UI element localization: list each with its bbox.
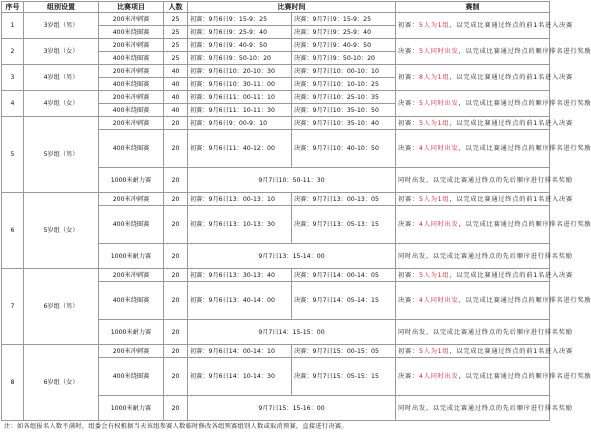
participant-count: 20 bbox=[164, 130, 188, 168]
rule-text bbox=[396, 168, 573, 193]
time-prelim: 初赛：9月6日9：40-9：50 bbox=[188, 39, 292, 52]
rule-text bbox=[396, 206, 591, 244]
time-final: 9月7日14：15-15：00 bbox=[188, 320, 396, 345]
time-prelim: 初赛：9月6日13：00-13：10 bbox=[188, 193, 292, 206]
time-final: 决赛：9月7日10：25-10：35 bbox=[292, 91, 396, 104]
table-row bbox=[2, 65, 550, 78]
time-prelim: 初赛：9月6日13：40-14：00 bbox=[188, 282, 292, 320]
rule-prefix: 决赛： bbox=[398, 145, 419, 152]
rule-text bbox=[396, 396, 573, 421]
event-name: 400米绕圈赛 bbox=[99, 206, 164, 244]
time-final: 决赛：9月7日10：35-10：50 bbox=[292, 104, 396, 117]
rule-text bbox=[396, 193, 573, 206]
rule-text bbox=[396, 130, 591, 168]
rule-text bbox=[396, 13, 573, 39]
time-prelim: 初赛：9月6日9：00-9：10 bbox=[188, 117, 292, 130]
participant-count: 25 bbox=[164, 26, 188, 39]
rule-highlight: 5人同时出发 bbox=[418, 48, 459, 55]
participant-count: 20 bbox=[164, 396, 188, 421]
time-prelim: 初赛：9月6日13：30-13：40 bbox=[188, 269, 292, 282]
event-name: 200米冲刺赛 bbox=[99, 13, 164, 26]
event-name: 200米冲刺赛 bbox=[99, 39, 164, 52]
rule-prefix: 初赛： bbox=[398, 74, 419, 81]
time-final: 决赛：9月7日9：50-10：20 bbox=[292, 52, 396, 65]
time-final: 决赛：9月7日13：05-13：15 bbox=[292, 206, 396, 244]
participant-count: 40 bbox=[164, 65, 188, 78]
table-row bbox=[2, 269, 550, 282]
event-name: 400米绕圈赛 bbox=[99, 52, 164, 65]
row-number: 7 bbox=[2, 269, 24, 345]
time-prelim: 初赛：9月6日11：40-12：00 bbox=[188, 130, 292, 168]
event-name: 200米冲刺赛 bbox=[99, 193, 164, 206]
rule-prefix: 初赛： bbox=[398, 119, 419, 127]
rule-text bbox=[396, 117, 573, 130]
row-number: 4 bbox=[2, 91, 24, 117]
event-name: 1000米耐力赛 bbox=[99, 168, 164, 193]
row-number: 6 bbox=[2, 193, 24, 269]
rule-prefix: 决赛： bbox=[398, 221, 419, 228]
time-prelim: 初赛：9月6日9：25-9：40 bbox=[188, 26, 292, 39]
participant-count: 20 bbox=[164, 193, 188, 206]
event-name: 400米绕圈赛 bbox=[99, 104, 164, 117]
participant-count: 20 bbox=[164, 282, 188, 320]
header-time: 比赛时间 bbox=[188, 2, 396, 13]
schedule-table bbox=[1, 1, 591, 421]
group-label: 4岁组（男） bbox=[24, 65, 99, 91]
event-name: 200米冲刺赛 bbox=[99, 65, 164, 78]
event-name: 200米冲刺赛 bbox=[99, 117, 164, 130]
time-prelim: 初赛：9月6日11：10-11：30 bbox=[188, 104, 292, 117]
rule-rest: ，以完成比赛通过终点的顺序排名进行奖励 bbox=[458, 145, 591, 152]
rule-rest: 同时出发，以完成比赛通过终点的先后顺序进行排名奖励 bbox=[398, 252, 573, 260]
time-final: 9月7日15：15-16：00 bbox=[188, 396, 396, 421]
participant-count: 20 bbox=[164, 320, 188, 345]
header-count: 人数 bbox=[164, 2, 188, 13]
rule-rest: ，以完成比赛通过终点的前1名进入决赛 bbox=[449, 271, 573, 279]
rule-rest: ，以完成比赛通过终点的前1名进入决赛 bbox=[449, 74, 573, 81]
rule-rest: 同时出发，以完成比赛通过终点的先后顺序进行排名奖励 bbox=[398, 404, 573, 412]
event-name: 400米绕圈赛 bbox=[99, 358, 164, 396]
rule-prefix: 初赛： bbox=[398, 195, 419, 203]
time-prelim: 初赛：9月6日9：15-9：25 bbox=[188, 13, 292, 26]
rule-highlight: 5人同时出发 bbox=[418, 100, 459, 107]
event-name: 400米绕圈赛 bbox=[99, 78, 164, 91]
rule-highlight: 4人同时出发 bbox=[418, 145, 459, 152]
time-final: 决赛：9月7日10：00-10：10 bbox=[292, 65, 396, 78]
rule-text bbox=[396, 282, 591, 320]
group-label: 5岁组（男） bbox=[24, 117, 99, 193]
rule-rest: ，以完成比赛通过终点的顺序排名进行奖励 bbox=[458, 373, 591, 380]
group-label: 6岁组（男） bbox=[24, 269, 99, 345]
header-rules: 赛制 bbox=[396, 2, 550, 13]
rule-prefix: 决赛： bbox=[398, 297, 419, 304]
event-name: 200米冲刺赛 bbox=[99, 345, 164, 358]
event-name: 400米绕圈赛 bbox=[99, 130, 164, 168]
header-no: 序号 bbox=[2, 2, 24, 13]
table-row bbox=[2, 345, 550, 358]
participant-count: 20 bbox=[164, 168, 188, 193]
participant-count: 25 bbox=[164, 52, 188, 65]
rule-text bbox=[396, 320, 573, 345]
row-number: 1 bbox=[2, 13, 24, 39]
time-prelim: 初赛：9月6日13：10-13：30 bbox=[188, 206, 292, 244]
rule-text bbox=[396, 244, 573, 269]
rule-rest: 同时出发，以完成比赛通过终点的先后顺序进行排名奖励 bbox=[398, 176, 573, 184]
time-prelim: 初赛：9月6日14：00-14：10 bbox=[188, 345, 292, 358]
time-final: 决赛：9月7日10：35-10：40 bbox=[292, 117, 396, 130]
time-final: 9月7日10：50-11：30 bbox=[188, 168, 396, 193]
time-final: 决赛：9月7日15：05-15：15 bbox=[292, 358, 396, 396]
table-row bbox=[2, 13, 550, 26]
group-label: 5岁组（女） bbox=[24, 193, 99, 269]
rule-text bbox=[396, 269, 573, 282]
rule-text bbox=[396, 345, 573, 358]
event-name: 200米冲刺赛 bbox=[99, 91, 164, 104]
rule-prefix: 决赛： bbox=[398, 100, 419, 107]
participant-count: 40 bbox=[164, 104, 188, 117]
participant-count: 20 bbox=[164, 244, 188, 269]
event-name: 1000米耐力赛 bbox=[99, 244, 164, 269]
rule-highlight: 8人为1组 bbox=[418, 74, 450, 81]
rule-highlight: 4人同时出发 bbox=[418, 297, 459, 304]
time-final: 决赛：9月7日10：40-10：50 bbox=[292, 130, 396, 168]
table-row bbox=[2, 91, 550, 104]
row-number: 5 bbox=[2, 117, 24, 193]
group-label: 3岁组（女） bbox=[24, 39, 99, 65]
time-prelim: 初赛：9月6日10：30-11：00 bbox=[188, 78, 292, 91]
time-final: 9月7日13：15-14：00 bbox=[188, 244, 396, 269]
time-final: 决赛：9月7日15：00-15：05 bbox=[292, 345, 396, 358]
rule-prefix: 初赛： bbox=[398, 347, 419, 355]
rule-rest: ，以完成比赛通过终点的顺序排名进行奖励 bbox=[458, 100, 591, 107]
rule-highlight: 4人同时出发 bbox=[418, 221, 459, 228]
rule-highlight: 5人为1组 bbox=[418, 347, 450, 355]
rule-rest: ，以完成比赛通过终点的前1名进入决赛 bbox=[449, 119, 573, 127]
rule-highlight: 5人为1组 bbox=[418, 195, 450, 203]
time-prelim: 初赛：9月6日14：10-14：30 bbox=[188, 358, 292, 396]
rule-highlight: 5人为1组 bbox=[418, 22, 450, 29]
group-label: 3岁组（男） bbox=[24, 13, 99, 39]
rule-prefix: 决赛： bbox=[398, 373, 419, 380]
rule-text bbox=[396, 91, 591, 117]
schedule-body bbox=[2, 13, 591, 421]
schedule-document bbox=[1, 1, 591, 430]
time-prelim: 初赛：9月6日11：00-11：10 bbox=[188, 91, 292, 104]
time-final: 决赛：9月7日14：05-14：15 bbox=[292, 282, 396, 320]
rule-text bbox=[396, 65, 573, 91]
rule-rest: 同时出发，以完成比赛通过终点的先后顺序进行排名奖励 bbox=[398, 328, 573, 336]
participant-count: 25 bbox=[164, 13, 188, 26]
event-name: 400米绕圈赛 bbox=[99, 26, 164, 39]
row-number: 2 bbox=[2, 39, 24, 65]
rule-highlight: 4人同时出发 bbox=[418, 373, 459, 380]
participant-count: 20 bbox=[164, 345, 188, 358]
time-final: 决赛：9月7日9：25-9：40 bbox=[292, 26, 396, 39]
time-prelim: 初赛：9月6日10：20-10：30 bbox=[188, 65, 292, 78]
rule-highlight: 5人为1组 bbox=[418, 119, 450, 127]
rule-highlight: 5人为1组 bbox=[418, 271, 450, 279]
rule-rest: ，以完成比赛通过终点的前1名进入决赛 bbox=[449, 22, 573, 29]
table-row bbox=[2, 117, 550, 130]
time-prelim: 初赛：9月6日9：50-10：20 bbox=[188, 52, 292, 65]
event-name: 1000米耐力赛 bbox=[99, 396, 164, 421]
participant-count: 20 bbox=[164, 206, 188, 244]
event-name: 400米绕圈赛 bbox=[99, 282, 164, 320]
event-name: 1000米耐力赛 bbox=[99, 320, 164, 345]
participant-count: 25 bbox=[164, 39, 188, 52]
rule-rest: ，以完成比赛通过终点的顺序排名进行奖励 bbox=[458, 297, 591, 304]
time-final: 决赛：9月7日14：00-14：05 bbox=[292, 269, 396, 282]
participant-count: 20 bbox=[164, 117, 188, 130]
rule-prefix: 初赛： bbox=[398, 271, 419, 279]
rule-prefix: 初赛： bbox=[398, 22, 419, 29]
rule-text bbox=[396, 358, 591, 396]
rule-rest: ，以完成比赛通过终点的顺序排名进行奖励 bbox=[458, 48, 591, 55]
rule-prefix: 决赛： bbox=[398, 48, 419, 55]
rule-rest: ，以完成比赛通过终点的顺序排名进行奖励 bbox=[458, 221, 591, 228]
time-final: 决赛：9月7日9：40-9：50 bbox=[292, 39, 396, 52]
table-row bbox=[2, 193, 550, 206]
rule-rest: ，以完成比赛通过终点的前1名进入决赛 bbox=[449, 347, 573, 355]
group-label: 6岁组（女） bbox=[24, 345, 99, 421]
table-row bbox=[2, 39, 550, 52]
participant-count: 20 bbox=[164, 358, 188, 396]
time-final: 决赛：9月7日9：15-9：25 bbox=[292, 13, 396, 26]
time-final: 决赛：9月7日10：10-10：25 bbox=[292, 78, 396, 91]
row-number: 8 bbox=[2, 345, 24, 421]
group-label: 4岁组（女） bbox=[24, 91, 99, 117]
header-event: 比赛项目 bbox=[99, 2, 164, 13]
participant-count: 20 bbox=[164, 269, 188, 282]
footnote: 注：如各组报名人数不满时，组委会有权根据当天该组参赛人数临时修改各组预赛组别人数或取消预赛，直接进行决赛。 bbox=[4, 423, 348, 430]
participant-count: 40 bbox=[164, 78, 188, 91]
row-number: 3 bbox=[2, 65, 24, 91]
participant-count: 40 bbox=[164, 91, 188, 104]
header-group: 组别设置 bbox=[24, 2, 99, 13]
rule-rest: ，以完成比赛通过终点的前1名进入决赛 bbox=[449, 195, 573, 203]
header-row bbox=[2, 2, 550, 13]
rule-text bbox=[396, 39, 591, 65]
event-name: 200米冲刺赛 bbox=[99, 269, 164, 282]
time-final: 决赛：9月7日13：00-13：05 bbox=[292, 193, 396, 206]
